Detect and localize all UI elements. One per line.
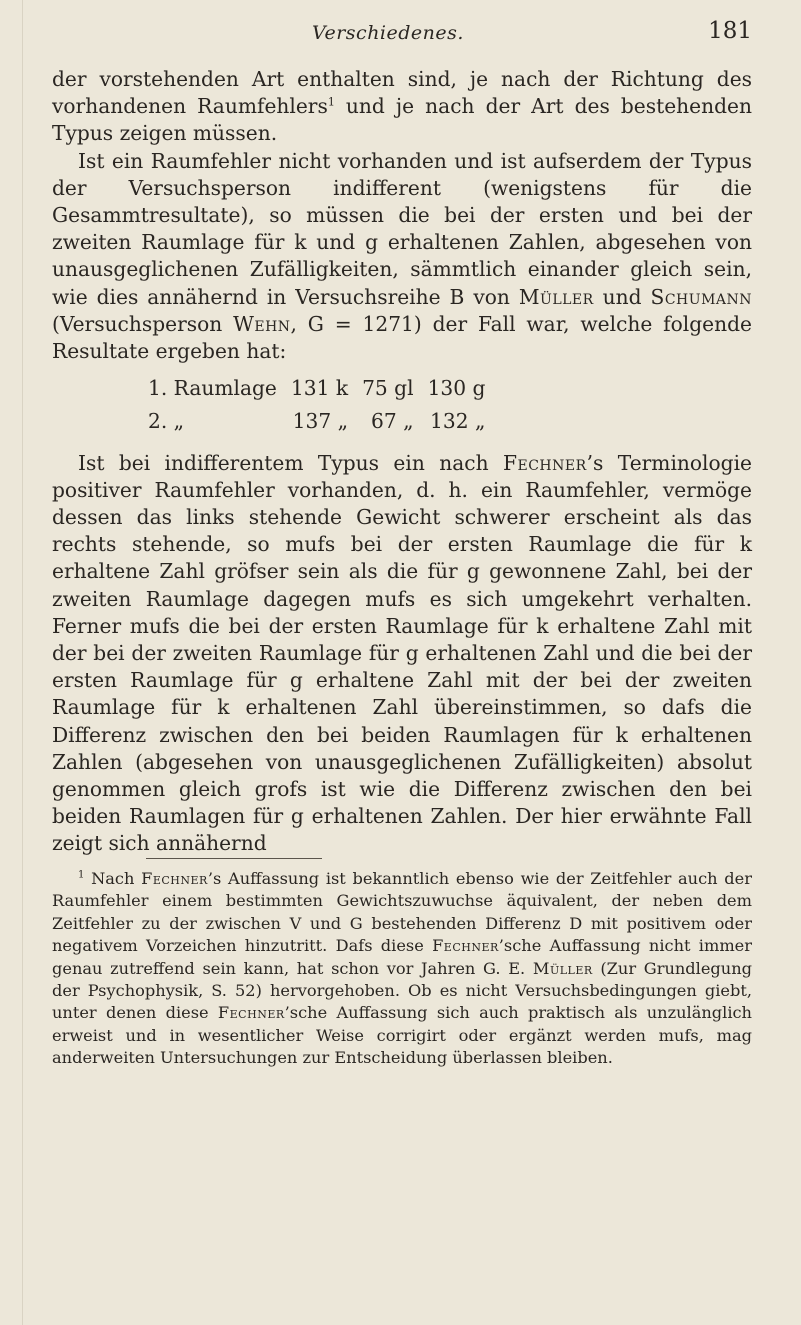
table-cell: 67 „ <box>370 409 414 434</box>
paragraph-2-text-a: Ist ein Raumfehler nicht vorhanden und ist aufserdem der Typus der Versuchsperson indifferent (wenigstens für die Gesammtresultate), so müssen die bei der ersten und bei der zweiten Raumlage für k und g erhaltenen Zahlen, abgesehen von unausgeglichenen Zufälligkeiten, sämmtlich einander gleich sein, wie dies annähernd in Versuchsreihe B von <box>52 148 752 309</box>
paragraph-1-text: der vorstehenden Art enthalten sind, je nach der Richtung des vorhandenen Raumfehlers <box>52 67 752 119</box>
table-cell: 132 „ <box>430 409 486 434</box>
table-row <box>148 406 499 439</box>
footnote-text-c: ’sche Auffassung nicht immer genau zutreffend sein kann, hat schon vor Jahren G. E. <box>52 936 752 978</box>
footnote-text-d: (Zur Grundlegung der Psychophysik, S. 52) hervorgehoben. Ob es nicht Versuchsbedingungen giebt, unter denen diese <box>52 958 752 1023</box>
table-cell: 131 k <box>290 376 349 401</box>
author-name-fechner: Fechner <box>432 936 499 956</box>
paragraph-1 <box>52 66 752 148</box>
footnote-reference: 1 <box>327 95 335 109</box>
author-name-fechner: Fechner <box>502 450 587 475</box>
author-name-fechner: Fechner <box>217 1003 285 1023</box>
footnote-text-e: ’sche Auffassung sich auch praktisch als unzulänglich erweist und in wesentlicher Weise corrigirt oder ergänzt werden mufs, mag anderweiten Untersuchungen zur Entscheidung überlassen bleiben. <box>52 1003 752 1068</box>
table-cell: 75 gl <box>362 376 414 401</box>
page-edge-line <box>22 0 23 1325</box>
footnote-separator <box>146 858 322 859</box>
author-name-schumann: Schumann <box>650 284 753 309</box>
table-cell: 137 „ <box>292 409 349 434</box>
footnote-text-a: Nach <box>84 869 142 888</box>
author-name-mueller: Müller <box>532 958 593 978</box>
subject-name-wehn: Wehn <box>233 311 291 336</box>
footnote <box>52 868 752 1070</box>
table-cell: 2. „ <box>148 409 185 434</box>
page-number: 181 <box>708 18 752 44</box>
footnote-text <box>52 868 752 1070</box>
main-text <box>52 66 752 858</box>
paragraph-3-text-a: Ist bei indifferentem Typus ein nach <box>78 450 503 475</box>
running-title: Verschiedenes. <box>312 22 464 44</box>
footnote-mark: 1 <box>78 869 85 881</box>
table-cell: 1. Raumlage <box>148 376 277 401</box>
page-header <box>52 18 752 58</box>
author-name-mueller: Müller <box>518 284 594 309</box>
paragraph-2-text-c: (Versuchsperson <box>52 311 234 336</box>
footnote-text-b: ’s Auffassung ist bekanntlich ebenso wie der Zeitfehler auch der Raumfehler einem bestimmten Gewichtszuwuchse äquivalent, der neben dem Zeitfehler zu der zwischen V und G bestehenden Differenz D mit positivem oder negativem Vorzeichen hinzutritt. Dafs diese <box>52 869 752 956</box>
paragraph-2-text-b: und <box>593 284 651 309</box>
paragraph-3-text-b: ’s Terminologie positiver Raumfehler vorhanden, d. h. ein Raumfehler, vermöge dessen das links stehende Gewicht schwerer erscheint als das rechts stehende, so mufs bei der ersten Raumlage die für k erhaltene Zahl gröfser sein als die für g gewonnene Zahl, bei der zweiten Raumlage dagegen mufs es sich umgekehrt verhalten. Ferner mufs die bei der ersten Raumlage für k erhaltene Zahl mit der bei der zweiten Raumlage für g erhaltenen Zahl und die bei der ersten Raumlage für g erhaltene Zahl mit der bei der zweiten Raumlage für k erhaltenen Zahl übereinstimmen, so dafs die Differenz zwischen den bei beiden Raumlagen für k erhaltenen Zahlen (abgesehen von unausgeglichenen Zufälligkeiten) absolut genommen gleich grofs ist wie die Differenz zwischen den bei beiden Raumlagen für g erhaltenen Zahlen. Der hier erwähnte Fall zeigt sich annähernd <box>52 450 752 856</box>
paragraph-2 <box>52 148 752 366</box>
paragraph-2-text-d: , G = 1271) der Fall war, welche folgende Resultate ergeben hat: <box>52 311 752 364</box>
table-cell: 130 g <box>427 376 486 401</box>
author-name-fechner: Fechner <box>141 869 208 888</box>
results-table <box>148 373 499 439</box>
table-row <box>148 373 499 406</box>
paragraph-3 <box>52 450 752 858</box>
paragraph-1-tail: und je nach der Art des bestehenden Typus zeigen müssen. <box>52 94 752 146</box>
